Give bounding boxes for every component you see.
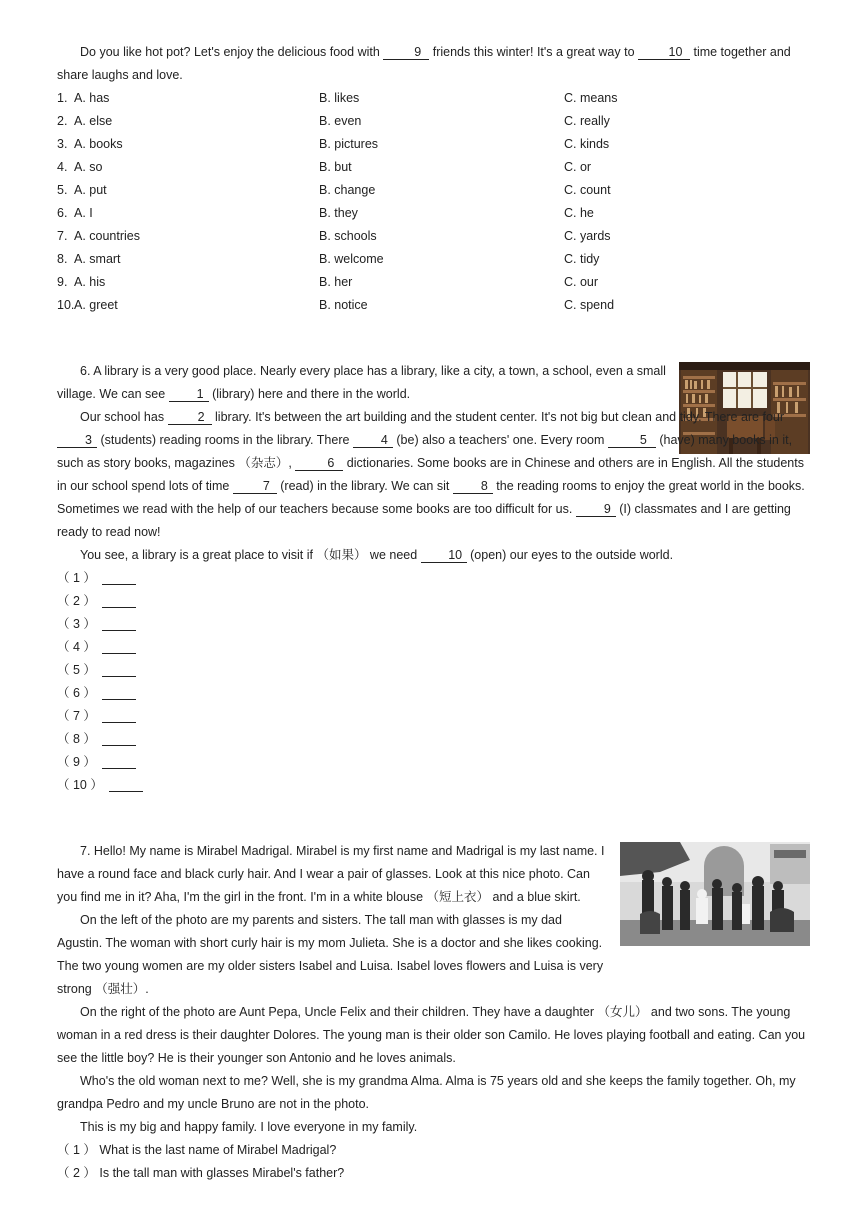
answer-blank[interactable] (102, 572, 136, 585)
answer-label: （ 10 ） (57, 778, 103, 792)
option-b: B. change (319, 183, 376, 197)
cloze-paragraph (57, 41, 810, 87)
blank-5: 5 (608, 433, 656, 448)
option-b: B. they (319, 206, 358, 220)
answer-row (57, 728, 257, 751)
paragraph (57, 360, 669, 406)
para-text: (have) many books in it, such as story books, magazines （杂志）, (57, 433, 793, 470)
answer-label: （ 4 ） (57, 640, 96, 654)
para-text: You see, a library is a great place to visit if （如果） we need (80, 548, 421, 562)
answer-label: （ 8 ） (57, 732, 96, 746)
option-c: C. yards (564, 229, 611, 243)
option-row (57, 248, 810, 271)
option-c: C. spend (564, 298, 615, 312)
option-a: A. countries (74, 229, 141, 243)
option-c: C. kinds (564, 137, 610, 151)
option-a: A. put (74, 183, 107, 197)
blank-1: 1 (169, 387, 209, 402)
option-b: B. even (319, 114, 362, 128)
answer-label: （ 3 ） (57, 617, 96, 631)
option-row (57, 87, 810, 110)
answer-blank[interactable] (102, 618, 136, 631)
para-text: (students) reading rooms in the library. There (97, 433, 353, 447)
answer-label: （ 2 ） (57, 594, 96, 608)
paragraph: Who's the old woman next to me? Well, she is my grandma Alma. Alma is 75 years old and she keeps the family together. Oh, my grandpa Pedro and my uncle Bruno are not in the photo. (57, 1074, 796, 1111)
option-row (57, 271, 810, 294)
option-row (57, 156, 810, 179)
option-b: B. but (319, 160, 352, 174)
answer-blank[interactable] (102, 733, 136, 746)
option-b: B. likes (319, 91, 360, 105)
option-number: 4. (57, 160, 68, 174)
option-c: C. means (564, 91, 618, 105)
blank-6: 6 (295, 456, 343, 471)
option-b: B. notice (319, 298, 368, 312)
answer-blank[interactable] (102, 710, 136, 723)
para-text: friends this winter! It's a great way to (429, 45, 638, 59)
blank-10: 10 (421, 548, 467, 563)
option-a: A. greet (74, 298, 118, 312)
answer-row (57, 613, 257, 636)
option-a: A. books (74, 137, 123, 151)
para-text: (library) here and there in the world. (208, 387, 411, 401)
library-passage (57, 360, 810, 567)
option-row (57, 110, 810, 133)
option-number: 9. (57, 275, 68, 289)
para-text: (open) our eyes to the outside world. (466, 548, 674, 562)
blank-2: 2 (168, 410, 212, 425)
blank-4: 4 (353, 433, 393, 448)
option-number: 6. (57, 206, 68, 220)
option-b: B. welcome (319, 252, 384, 266)
option-number: 1. (57, 91, 68, 105)
paragraph: 7. Hello! My name is Mirabel Madrigal. Mirabel is my first name and Madrigal is my last name. I have a round face and black curly hair. And I wear a pair of glasses. Look at this nice photo. Can you find me in it? Aha, I'm the girl in the front. I'm in a white blouse （短上衣） and a blue skirt. (57, 844, 605, 904)
blank-3: 3 (57, 433, 97, 448)
option-row (57, 133, 810, 156)
paragraph (57, 544, 810, 567)
answer-blank[interactable] (109, 779, 143, 792)
option-a: A. I (74, 206, 93, 220)
paragraph (57, 406, 810, 544)
answer-row (57, 636, 257, 659)
answer-label: （ 1 ） (57, 571, 96, 585)
answer-blank[interactable] (102, 595, 136, 608)
answer-blank[interactable] (102, 687, 136, 700)
option-c: C. tidy (564, 252, 600, 266)
answer-row (57, 682, 257, 705)
option-number: 10. (57, 298, 75, 312)
options-list (57, 87, 810, 317)
option-a: A. so (74, 160, 103, 174)
paragraph: On the right of the photo are Aunt Pepa, Uncle Felix and their children. They have a daughter （女儿） and two sons. The young woman in a red dress is their daughter Dolores. The young man is their older son Camilo. He loves playing football and eating. Can you see the little boy? He is their younger son Antonio and he loves animals. (57, 1005, 806, 1065)
para-text: (be) also a teachers' one. Every room (392, 433, 608, 447)
para-text: Do you like hot pot? Let's enjoy the delicious food with (80, 45, 384, 59)
option-number: 3. (57, 137, 68, 151)
option-a: A. else (74, 114, 113, 128)
answer-label: （ 5 ） (57, 663, 96, 677)
answer-row (57, 659, 257, 682)
para-text: dictionaries. Some books are in Chinese and others are in English. All the students in our school spend lots of time (57, 456, 804, 493)
option-b: B. pictures (319, 137, 379, 151)
option-row (57, 294, 810, 317)
option-c: C. our (564, 275, 599, 289)
blank-8: 8 (453, 479, 493, 494)
option-row (57, 202, 810, 225)
option-a: A. his (74, 275, 106, 289)
paragraph: This is my big and happy family. I love everyone in my family. (80, 1120, 418, 1134)
option-b: B. schools (319, 229, 377, 243)
para-text: (I) classmates and I are getting ready to read now! (57, 502, 791, 539)
blank-10: 10 (638, 45, 690, 60)
answer-label: （ 9 ） (57, 755, 96, 769)
option-row (57, 225, 810, 248)
answer-blank[interactable] (102, 756, 136, 769)
para-text: library. It's between the art building and the student center. It's not big but clean and tidy. There are four (211, 410, 785, 424)
answer-label: （ 6 ） (57, 686, 96, 700)
para-text: time together and share laughs and love. (57, 45, 791, 82)
answer-row (57, 705, 257, 728)
option-c: C. or (564, 160, 592, 174)
option-a: A. has (74, 91, 110, 105)
option-c: C. he (564, 206, 594, 220)
paragraph: On the left of the photo are my parents and sisters. The tall man with glasses is my dad Agustin. The woman with short curly hair is my mom Julieta. She is a doctor and she likes cooking. The two young women are my older sisters Isabel and Luisa. Isabel loves flowers and Luisa is very strong （强壮）. (57, 913, 604, 996)
option-number: 2. (57, 114, 68, 128)
answer-row (57, 774, 257, 797)
option-b: B. her (319, 275, 353, 289)
para-text: Our school has (80, 410, 168, 424)
answer-row (57, 751, 257, 774)
question-1: （ 1 ） What is the last name of Mirabel Madrigal? (57, 1143, 337, 1157)
answer-lines (57, 567, 257, 797)
option-c: C. count (564, 183, 611, 197)
option-a: A. smart (74, 252, 121, 266)
family-passage (57, 840, 810, 1185)
answer-blank[interactable] (102, 664, 136, 677)
para-text: (read) in the library. We can sit (276, 479, 453, 493)
blank-9: 9 (576, 502, 616, 517)
answer-label: （ 7 ） (57, 709, 96, 723)
question-2: （ 2 ） Is the tall man with glasses Mirabel's father? (57, 1166, 345, 1180)
option-row (57, 179, 810, 202)
option-number: 8. (57, 252, 68, 266)
option-number: 5. (57, 183, 68, 197)
option-c: C. really (564, 114, 610, 128)
blank-9: 9 (383, 45, 429, 60)
blank-7: 7 (233, 479, 277, 494)
answer-blank[interactable] (102, 641, 136, 654)
answer-row (57, 567, 257, 590)
para-text: 6. A library is a very good place. Nearly every place has a library, like a city, a town, a school, even a small village. We can see (57, 364, 666, 401)
answer-row (57, 590, 257, 613)
option-number: 7. (57, 229, 68, 243)
para-text: the reading rooms to enjoy the great world in the books. Sometimes we read with the help of our teachers because some books are too difficult for us. (57, 479, 805, 516)
